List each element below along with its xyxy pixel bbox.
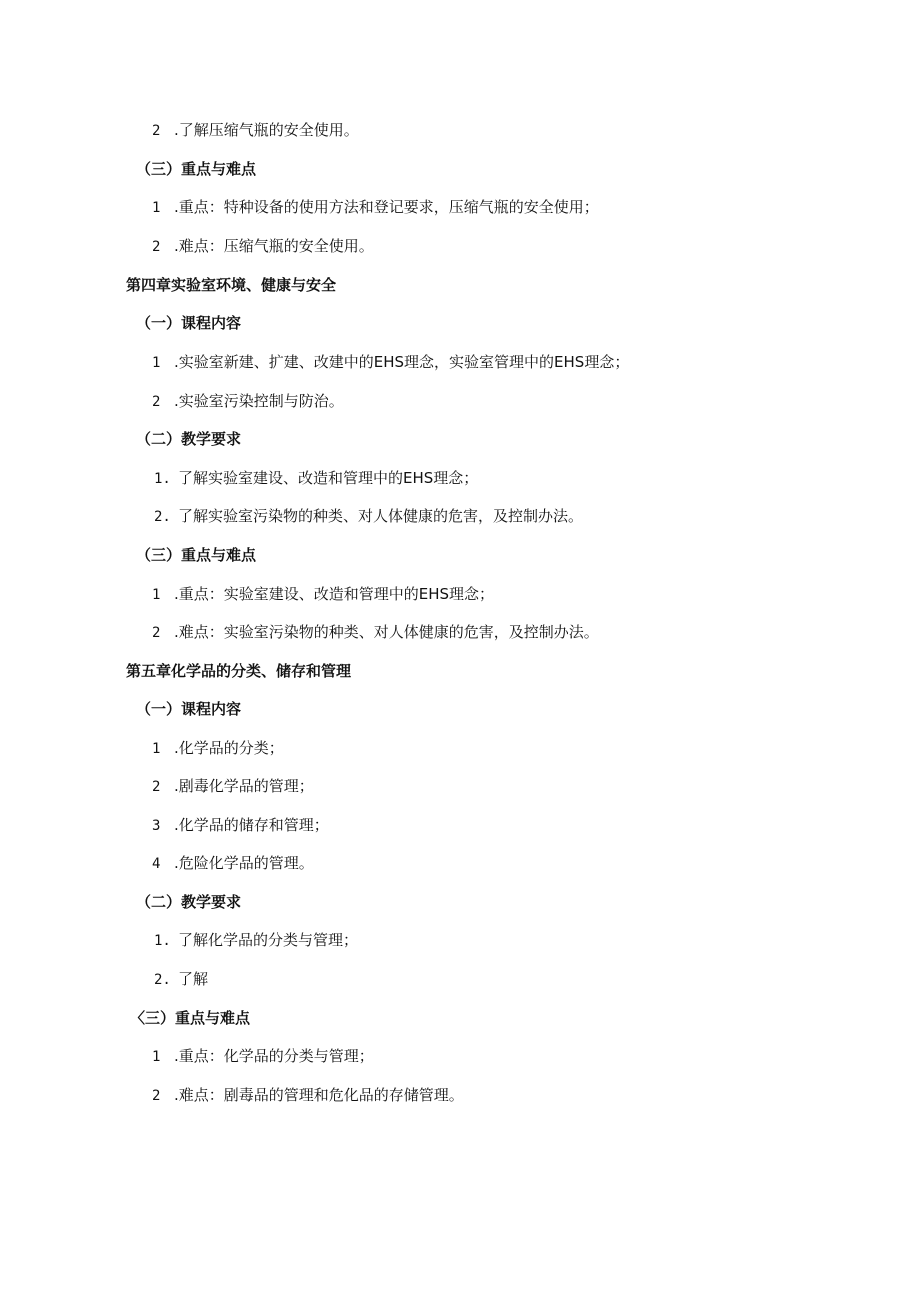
section-heading: （一）课程内容	[136, 700, 242, 718]
section-heading: 〈三）重点与难点	[130, 1009, 251, 1027]
list-item	[152, 776, 314, 797]
item-text: 了解实验室污染物的种类、对人体健康的危害，及控制办法。	[178, 507, 584, 525]
item-text: .难点：实验室污染物的种类、对人体健康的危害，及控制办法。	[174, 623, 599, 641]
item-number: 2	[152, 1088, 161, 1104]
item-text: .难点：压缩气瓶的安全使用。	[174, 237, 374, 255]
item-text: .化学品的储存和管理；	[174, 816, 329, 834]
item-number: 2	[152, 394, 161, 410]
item-number: 1	[152, 1049, 161, 1065]
list-item	[152, 391, 344, 412]
item-number: 2.	[154, 509, 171, 525]
item-number: 1.	[154, 471, 171, 487]
list-item	[152, 815, 329, 836]
item-number: 1.	[154, 933, 171, 949]
item-number: 2.	[154, 972, 171, 988]
item-text: 了解化学品的分类与管理；	[178, 931, 359, 949]
section-heading: （三）重点与难点	[136, 160, 257, 178]
item-number: 3	[152, 818, 161, 834]
section-heading: （二）教学要求	[136, 893, 242, 911]
list-item	[152, 1046, 374, 1067]
list-item	[152, 622, 599, 643]
list-item	[152, 584, 494, 605]
chapter-heading: 第五章化学品的分类、储存和管理	[126, 662, 352, 680]
list-item	[154, 930, 358, 951]
item-number: 2	[152, 239, 161, 255]
list-item	[152, 1085, 464, 1106]
section-heading: （一）课程内容	[136, 314, 242, 332]
item-number: 2	[152, 123, 161, 139]
chapter-heading: 第四章实验室环境、健康与安全	[126, 276, 337, 294]
section-heading: （二）教学要求	[136, 430, 242, 448]
list-item	[154, 506, 583, 527]
item-text: 了解实验室建设、改造和管理中的EHS理念；	[178, 469, 479, 487]
list-item	[154, 969, 208, 990]
item-text: .化学品的分类；	[174, 739, 284, 757]
item-number: 4	[152, 856, 161, 872]
item-text: .重点：实验室建设、改造和管理中的EHS理念；	[174, 585, 495, 603]
item-text: .危险化学品的管理。	[174, 854, 314, 872]
item-number: 1	[152, 200, 161, 216]
list-item	[152, 738, 284, 759]
list-item	[152, 120, 359, 141]
list-item	[152, 197, 599, 218]
item-text: .重点：化学品的分类与管理；	[174, 1047, 374, 1065]
item-text: .实验室新建、扩建、改建中的EHS理念，实验室管理中的EHS理念；	[174, 353, 630, 371]
item-text: .重点：特种设备的使用方法和登记要求，压缩气瓶的安全使用；	[174, 198, 599, 216]
item-number: 1	[152, 355, 161, 371]
item-text: 了解	[178, 970, 209, 988]
item-number: 1	[152, 587, 161, 603]
list-item	[154, 468, 478, 489]
item-text: .实验室污染控制与防治。	[174, 392, 344, 410]
item-number: 2	[152, 625, 161, 641]
list-item	[152, 853, 314, 874]
item-text: .了解压缩气瓶的安全使用。	[174, 121, 359, 139]
list-item	[152, 352, 629, 373]
list-item	[152, 236, 374, 257]
item-number: 1	[152, 741, 161, 757]
item-text: .难点：剧毒品的管理和危化品的存储管理。	[174, 1086, 464, 1104]
item-number: 2	[152, 779, 161, 795]
section-heading: （三）重点与难点	[136, 546, 257, 564]
item-text: .剧毒化学品的管理；	[174, 777, 314, 795]
